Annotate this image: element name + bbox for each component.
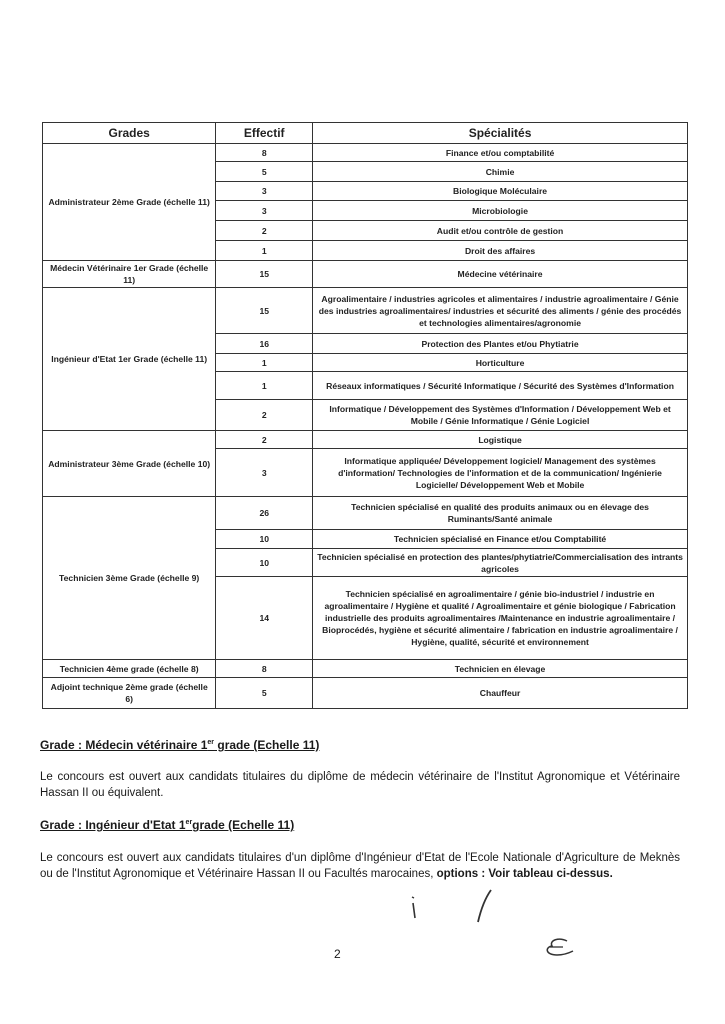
specialite-cell: Technicien spécialisé en agroalimentaire / génie bio-industriel / industrie en agroalimentaire / Hygiène et qualité / Agroalimentaire et génie biologique / Fabrication industrielle des produits agroalimentaires /Maintenance en industrie agroalimentaire / Bioprocédés, hygiène et sécurité alimentaire / fabrication en industrie agroalimentaire / Hygiène, qualité, sécurité et environnement <box>313 577 688 660</box>
specialite-cell: Réseaux informatiques / Sécurité Informatique / Sécurité des Systèmes d'Information <box>313 372 688 400</box>
effectif-cell: 15 <box>216 288 313 334</box>
table-row <box>43 261 688 288</box>
grade-cell: Ingénieur d'Etat 1er Grade (échelle 11) <box>43 288 216 431</box>
effectif-cell: 3 <box>216 449 313 497</box>
effectif-cell: 10 <box>216 549 313 577</box>
effectif-cell: 3 <box>216 182 313 201</box>
effectif-cell: 5 <box>216 678 313 709</box>
page-number: 2 <box>334 947 341 961</box>
effectif-cell: 2 <box>216 400 313 431</box>
section-medecin <box>40 735 680 801</box>
specialite-cell: Horticulture <box>313 354 688 372</box>
table-row <box>43 431 688 449</box>
table-row <box>43 678 688 709</box>
grade-cell: Technicien 4ème grade (échelle 8) <box>43 660 216 678</box>
specialite-cell: Protection des Plantes et/ou Phytiatrie <box>313 334 688 354</box>
section-ingenieur <box>40 815 680 882</box>
paragraph-medecin: Le concours est ouvert aux candidats titulaires du diplôme de médecin vétérinaire de l'Institut Agronomique et Vétérinaire Hassan II ou équivalent. <box>40 771 680 799</box>
paragraph-ingenieur: Le concours est ouvert aux candidats titulaires d'un diplôme d'Ingénieur d'Etat de l'Ecole Nationale d'Agriculture de Meknès ou de l'Institut Agronomique et Vétérinaire Hassan II ou Facultés marocaines, options : Voir tableau ci-dessus. <box>40 852 680 880</box>
specialite-cell: Logistique <box>313 431 688 449</box>
section-title-ingenieur: Grade : Ingénieur d'Etat 1ergrade (Echelle 11) <box>40 818 295 832</box>
table-row <box>43 660 688 678</box>
specialite-cell: Biologique Moléculaire <box>313 182 688 201</box>
grade-cell: Administrateur 3ème Grade (échelle 10) <box>43 431 216 497</box>
effectif-cell: 1 <box>216 372 313 400</box>
effectif-cell: 3 <box>216 201 313 221</box>
specialite-cell: Informatique / Développement des Systèmes d'Information / Développement Web et Mobile / Génie Informatique / Génie Logiciel <box>313 400 688 431</box>
initials-signature <box>395 885 595 965</box>
options-text: options : Voir tableau ci-dessus. <box>436 868 613 880</box>
grades-table <box>42 122 688 709</box>
effectif-cell: 10 <box>216 530 313 549</box>
header-grades: Grades <box>43 123 216 144</box>
specialite-cell: Agroalimentaire / industries agricoles et alimentaires / industrie agroalimentaire / Génie des industries agroalimentaires/ industries et sécurité des aliments / génie des procédés et technologies alimentaires/agronomie <box>313 288 688 334</box>
specialite-cell: Médecine vétérinaire <box>313 261 688 288</box>
effectif-cell: 26 <box>216 497 313 530</box>
section-title-medecin: Grade : Médecin vétérinaire 1er grade (Echelle 11) <box>40 738 320 752</box>
specialite-cell: Technicien spécialisé en protection des plantes/phytiatrie/Commercialisation des intrants agricoles <box>313 549 688 577</box>
header-effectif: Effectif <box>216 123 313 144</box>
effectif-cell: 1 <box>216 354 313 372</box>
table-row <box>43 497 688 530</box>
table-header-row <box>43 123 688 144</box>
grade-cell: Technicien 3ème Grade (échelle 9) <box>43 497 216 660</box>
effectif-cell: 1 <box>216 241 313 261</box>
grade-cell: Adjoint technique 2ème grade (échelle 6) <box>43 678 216 709</box>
specialite-cell: Audit et/ou contrôle de gestion <box>313 221 688 241</box>
specialite-cell: Technicien spécialisé en Finance et/ou Comptabilité <box>313 530 688 549</box>
table-row <box>43 144 688 162</box>
effectif-cell: 5 <box>216 162 313 182</box>
specialite-cell: Microbiologie <box>313 201 688 221</box>
specialite-cell: Technicien en élevage <box>313 660 688 678</box>
specialite-cell: Chimie <box>313 162 688 182</box>
effectif-cell: 15 <box>216 261 313 288</box>
table-body <box>43 144 688 709</box>
effectif-cell: 8 <box>216 144 313 162</box>
specialite-cell: Technicien spécialisé en qualité des produits animaux ou en élevage des Ruminants/Santé animale <box>313 497 688 530</box>
effectif-cell: 14 <box>216 577 313 660</box>
specialite-cell: Chauffeur <box>313 678 688 709</box>
effectif-cell: 2 <box>216 431 313 449</box>
specialite-cell: Informatique appliquée/ Développement logiciel/ Management des systèmes d'information/ Technologies de l'information et de la communication/ Ingénierie Logicielle/ Développement Web et Mobile <box>313 449 688 497</box>
effectif-cell: 8 <box>216 660 313 678</box>
specialite-cell: Droit des affaires <box>313 241 688 261</box>
grade-cell: Médecin Vétérinaire 1er Grade (échelle 11) <box>43 261 216 288</box>
grade-cell: Administrateur 2ème Grade (échelle 11) <box>43 144 216 261</box>
effectif-cell: 16 <box>216 334 313 354</box>
effectif-cell: 2 <box>216 221 313 241</box>
table-row <box>43 288 688 334</box>
specialite-cell: Finance et/ou comptabilité <box>313 144 688 162</box>
header-specialites: Spécialités <box>313 123 688 144</box>
